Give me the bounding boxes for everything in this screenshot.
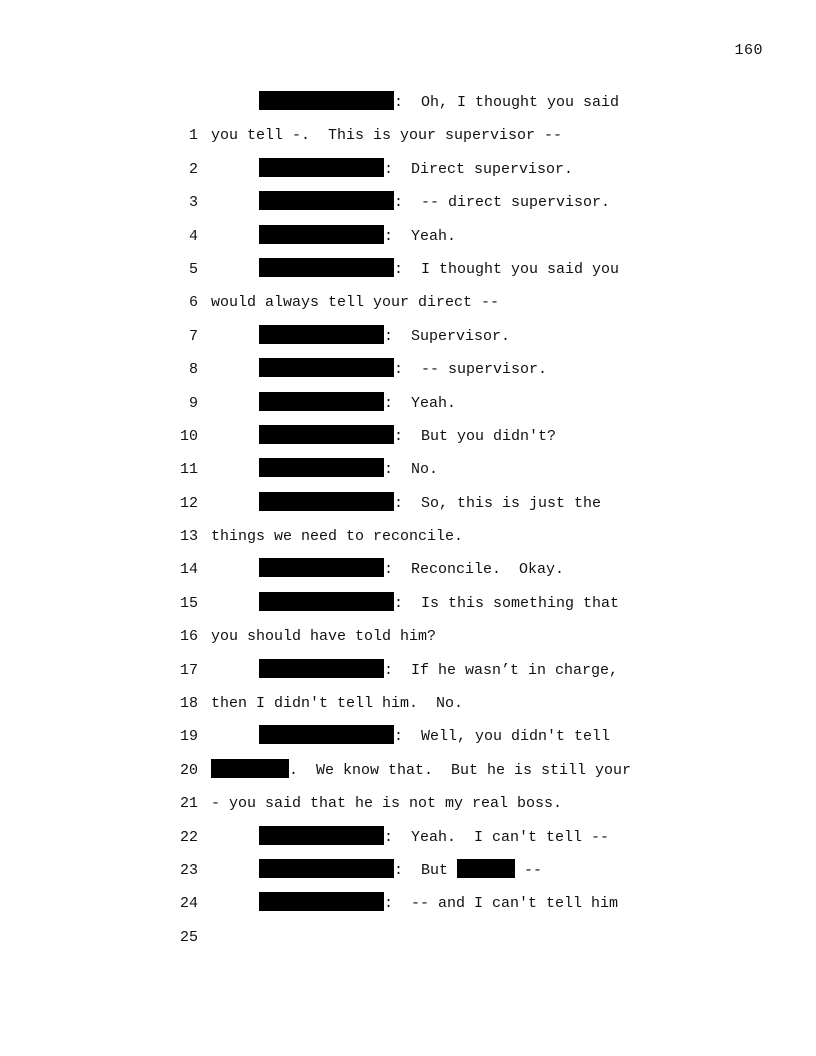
line-text: : No. (259, 453, 438, 486)
line-number: 14 (179, 561, 198, 579)
line-text: then I didn't tell him. No. (211, 695, 464, 713)
redacted-speaker-name (259, 558, 384, 577)
line-text: : I thought you said you (259, 253, 619, 286)
transcript-line (0, 153, 816, 212)
line-text: : Well, you didn't tell (259, 720, 610, 753)
redacted-speaker-name (259, 892, 384, 911)
line-text: things we need to reconcile. (211, 528, 464, 546)
line-number: 2 (188, 160, 198, 178)
line-text: : -- direct supervisor. (259, 186, 610, 219)
line-number: 15 (179, 594, 198, 612)
line-number: 20 (179, 761, 198, 779)
line-text: : -- supervisor. (259, 353, 547, 386)
redacted-speaker-name (259, 358, 394, 377)
line-number: 11 (179, 461, 198, 479)
line-number: 9 (188, 394, 198, 412)
redacted-name (211, 759, 289, 778)
line-text: : Reconcile. Okay. (259, 553, 564, 586)
redacted-speaker-name (259, 258, 394, 277)
line-number: 24 (179, 895, 198, 913)
line-number: 8 (188, 361, 198, 379)
line-number: 1 (188, 127, 198, 145)
line-number: 5 (188, 260, 198, 278)
line-text: . We know that. But he is still your (211, 754, 631, 787)
line-text: would always tell your direct -- (211, 294, 500, 312)
page-number: 160 (734, 42, 763, 59)
line-number: 17 (179, 661, 198, 679)
redacted-speaker-name (259, 659, 384, 678)
line-text: you should have told him? (211, 628, 437, 646)
redacted-speaker-name (259, 458, 384, 477)
line-number: 10 (179, 427, 198, 445)
line-text: : -- and I can't tell him (259, 887, 618, 920)
transcript-body (0, 86, 816, 946)
line-text: : If he wasn’t in charge, (259, 654, 618, 687)
line-number: 18 (179, 695, 198, 713)
line-number: 4 (188, 227, 198, 245)
transcript-line (0, 887, 816, 946)
line-text: : Yeah. I can't tell -- (259, 821, 609, 854)
line-number: 16 (179, 628, 198, 646)
redacted-speaker-name (259, 191, 394, 210)
redacted-speaker-name (259, 725, 394, 744)
line-number: 7 (188, 327, 198, 345)
line-text: you tell -. This is your supervisor -- (211, 127, 563, 145)
line-text: : Yeah. (259, 220, 456, 253)
line-text: : But you didn't? (259, 420, 556, 453)
line-number: 23 (179, 862, 198, 879)
line-number: 21 (179, 795, 198, 813)
redacted-speaker-name (259, 592, 394, 611)
line-text: : Supervisor. (259, 320, 510, 353)
line-number: 12 (179, 494, 198, 512)
line-text: : Oh, I thought you said (259, 86, 619, 119)
line-text: : Is this something that (259, 587, 619, 620)
redacted-speaker-name (259, 225, 384, 244)
line-number: 19 (179, 728, 198, 746)
line-text: : Direct supervisor. (259, 153, 573, 186)
redacted-speaker-name (259, 859, 394, 878)
line-text: : But -- (259, 854, 542, 887)
line-text: : Yeah. (259, 387, 456, 420)
redacted-speaker-name (259, 492, 394, 511)
redacted-speaker-name (259, 91, 394, 110)
line-number: 13 (179, 528, 198, 546)
line-number: 25 (179, 928, 198, 946)
line-number: 6 (188, 294, 198, 312)
transcript-line (0, 320, 816, 379)
redacted-speaker-name (259, 392, 384, 411)
line-number: 22 (179, 828, 198, 846)
redacted-speaker-name (259, 425, 394, 444)
line-text: - you said that he is not my real boss. (211, 795, 563, 813)
line-number: 3 (188, 194, 198, 212)
redacted-speaker-name (259, 158, 384, 177)
redacted-speaker-name (259, 826, 384, 845)
line-text: : So, this is just the (259, 487, 601, 520)
redacted-speaker-name (259, 325, 384, 344)
redacted-name (457, 859, 515, 878)
